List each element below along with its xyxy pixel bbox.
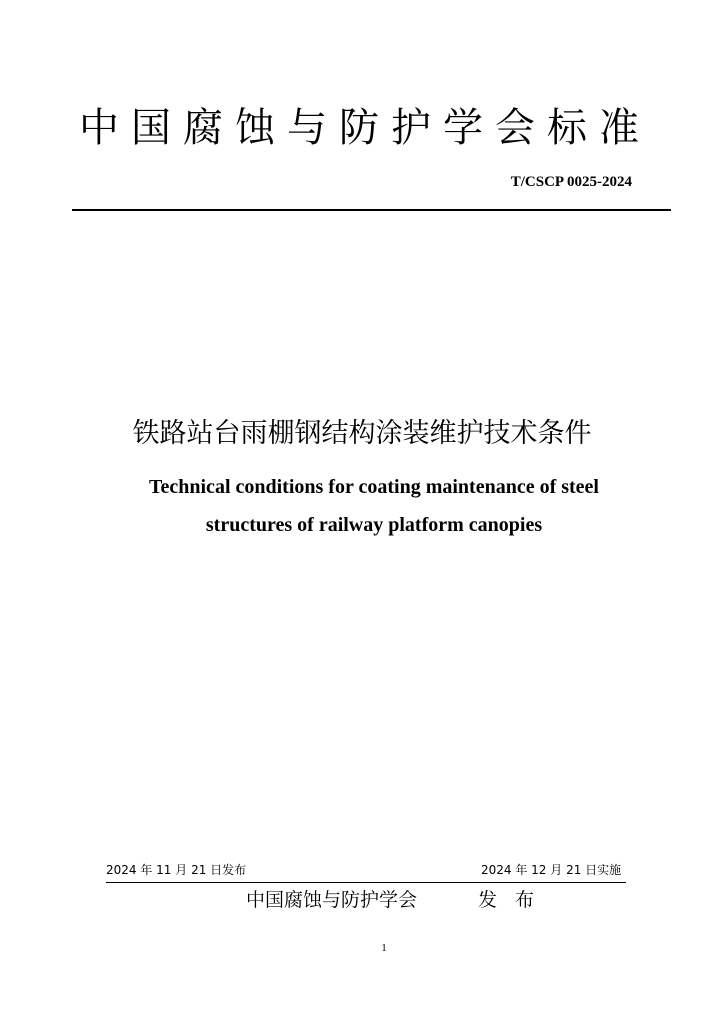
header-divider bbox=[72, 209, 671, 211]
english-title-line-2: structures of railway platform canopies bbox=[205, 514, 543, 536]
english-title bbox=[0, 468, 724, 544]
standard-number: T/CSCP 0025-2024 bbox=[510, 174, 632, 190]
publisher-name: 中国腐蚀与防护学会 bbox=[246, 889, 418, 911]
footer-divider bbox=[106, 882, 626, 883]
standard-category-title: 中国腐蚀与防护学会标准 bbox=[79, 105, 651, 151]
english-title-line-1: Technical conditions for coating maintenance of steel bbox=[149, 476, 599, 498]
publish-label: 发 布 bbox=[478, 889, 541, 911]
chinese-title: 铁路站台雨棚钢结构涂装维护技术条件 bbox=[132, 418, 592, 449]
implementation-date: 2024 年 12 月 21 日实施 bbox=[481, 863, 622, 877]
issue-date: 2024 年 11 月 21 日发布 bbox=[106, 863, 247, 877]
page-number: 1 bbox=[381, 942, 387, 954]
